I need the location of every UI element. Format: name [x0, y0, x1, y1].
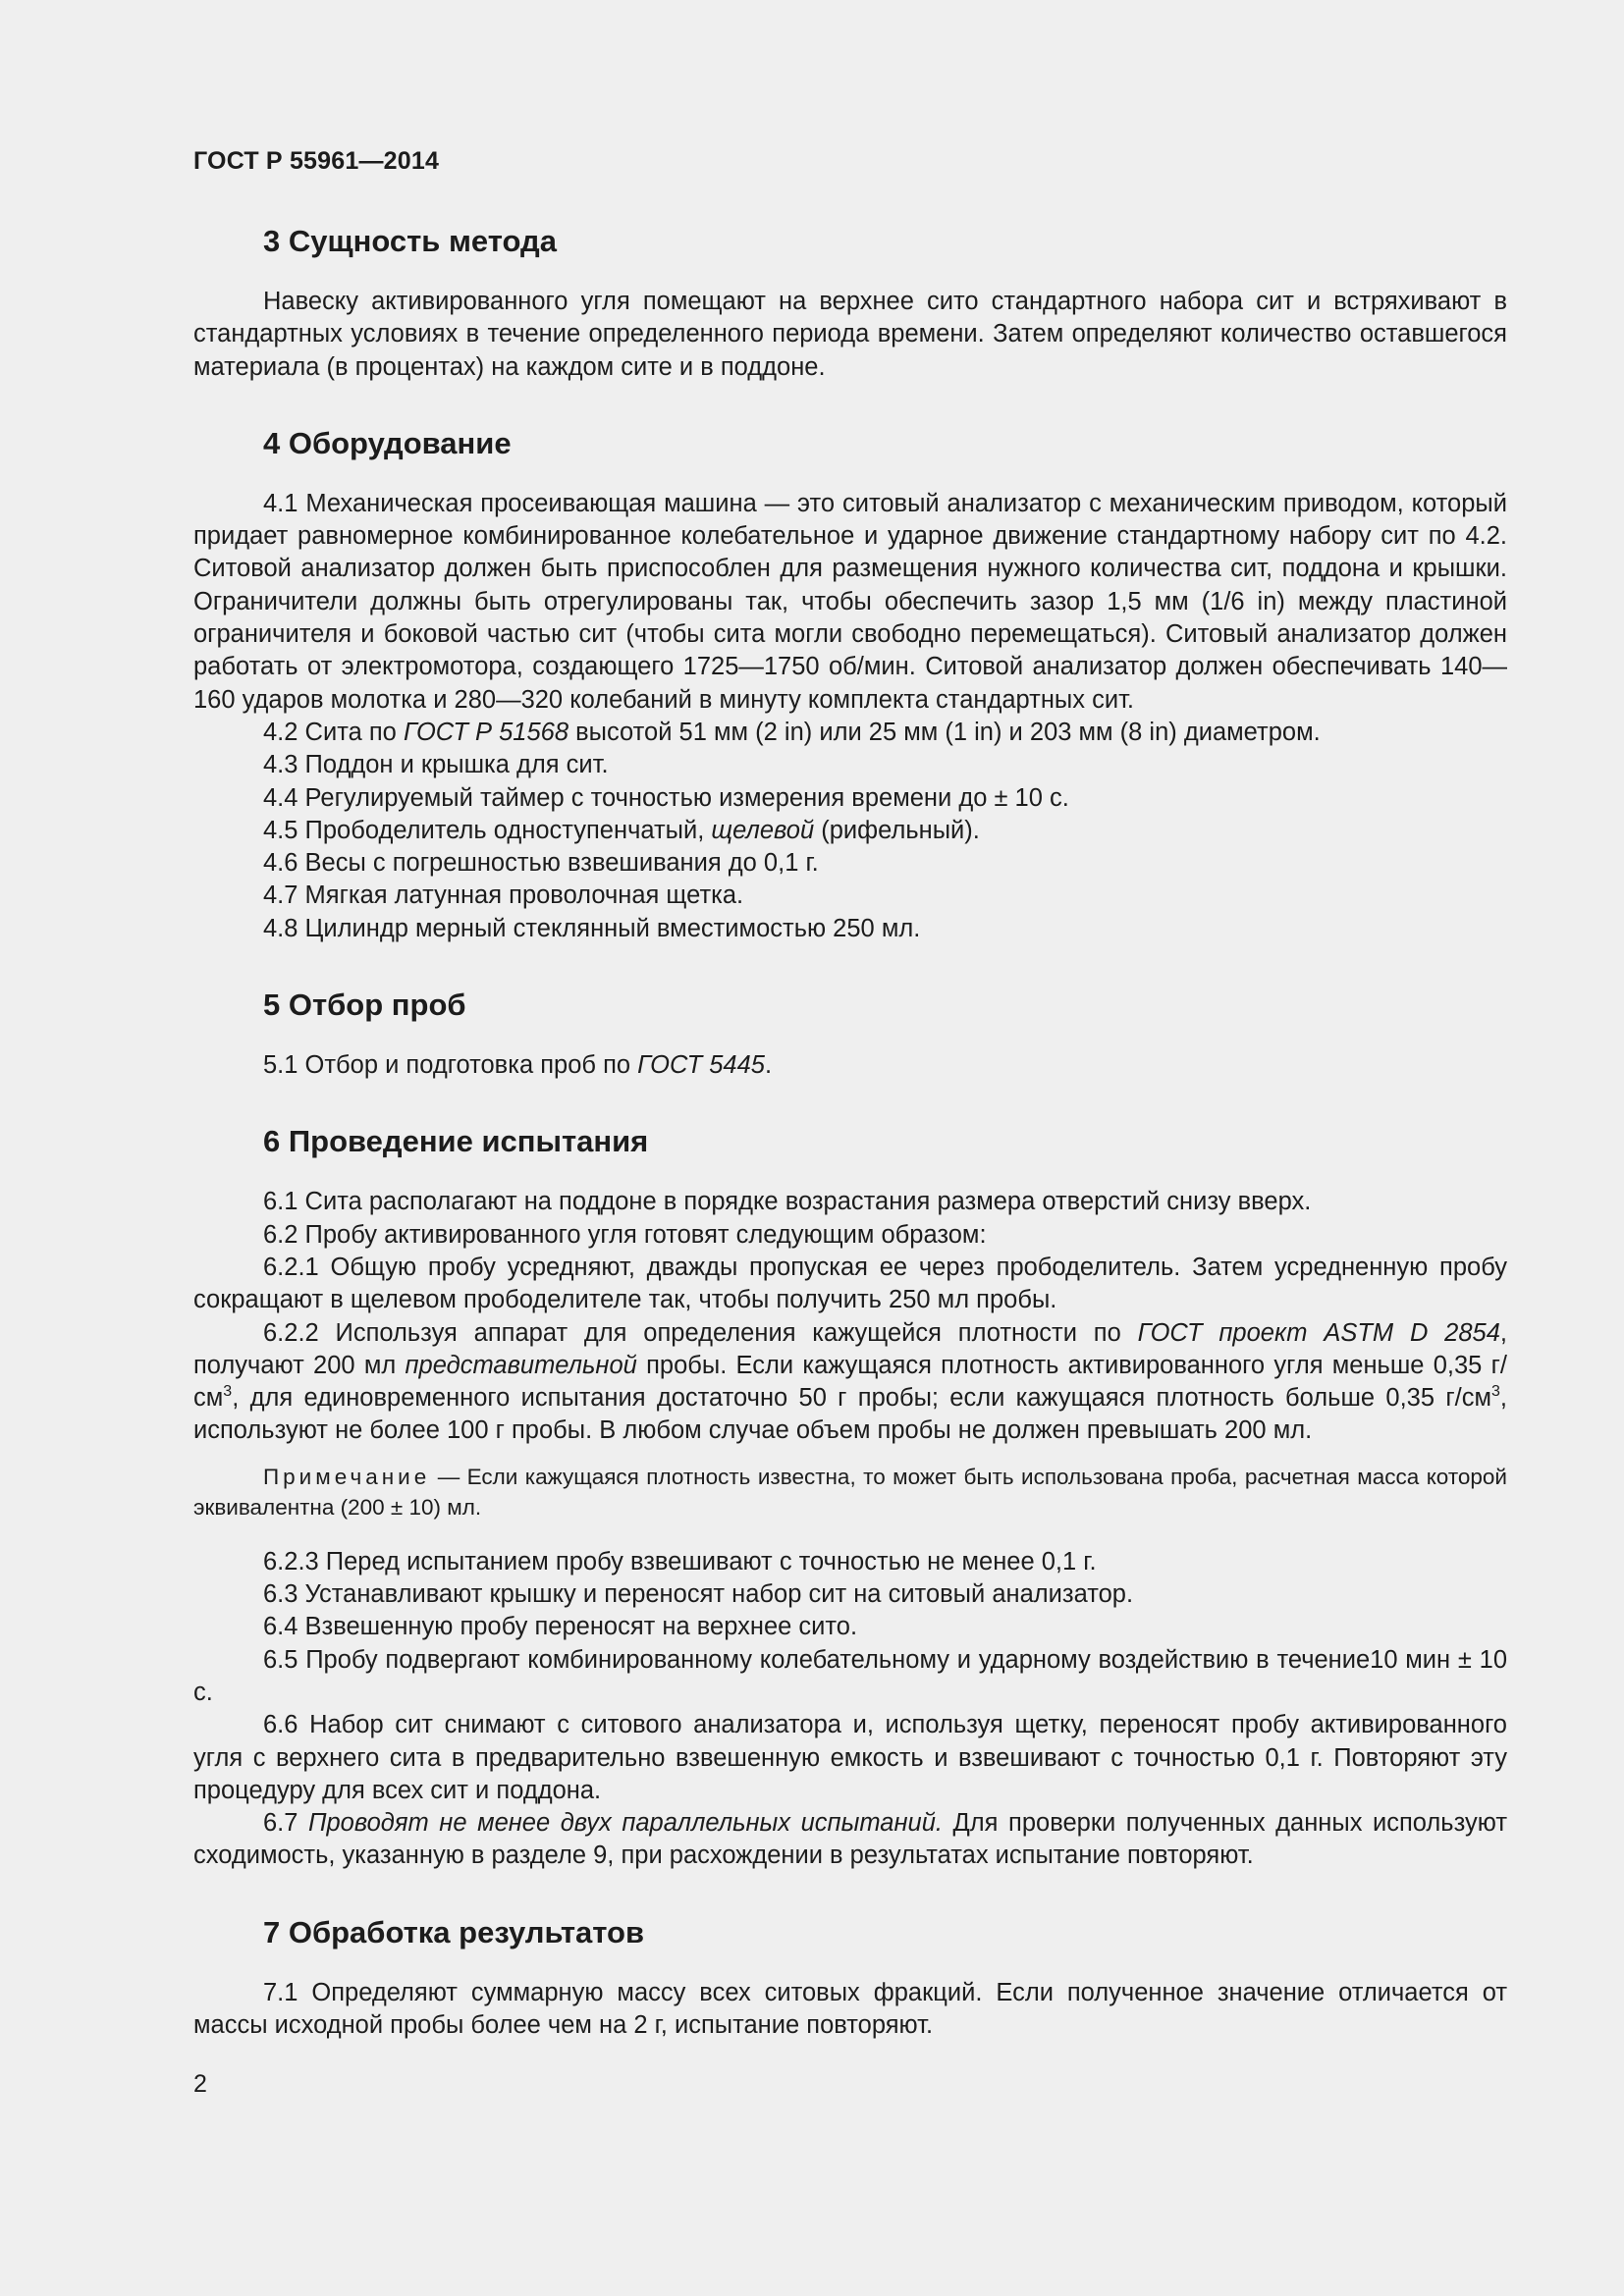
- paragraph-4-4: 4.4 Регулируемый таймер с точностью измерения времени до ± 10 с.: [263, 783, 1069, 812]
- section-3-paragraph: Навеску активированного угля помещают на верхнее сито стандартного набора сит и встряхивают в стандартных условиях в течение определенного периода времени. Затем определяют количество оставшегося материала (в процентах) на каждом сите и в поддоне.: [193, 288, 1507, 381]
- paragraph-6-5: 6.5 Пробу подвергают комбинированному колебательному и ударному воздействию в течение10 мин ± 10 с.: [193, 1645, 1507, 1706]
- paragraph-4-8: 4.8 Цилиндр мерный стеклянный вместимостью 250 мл.: [263, 914, 921, 942]
- paragraph-6-1: 6.1 Сита располагают на поддоне в порядке возрастания размера отверстий снизу вверх.: [263, 1188, 1312, 1216]
- standard-reference: ГОСТ проект ASTM D 2854: [1137, 1318, 1500, 1347]
- paragraph-6-2-2: 6.2.2 Используя аппарат для определения кажущейся плотности по ГОСТ проект ASTM D 2854, получают 200 мл представительной пробы. Если кажущаяся плотность активированного угля меньше 0,35 $г/см^3$, для единовременного испытания достаточно 50 г пробы; если кажущаяся плотность больше 0,35 $г/см^3$, используют не более 100 г пробы. В любом случае объем пробы не должен превышать 200 мл.: [193, 1318, 1507, 1445]
- emphasis-sentence: Проводят не менее двух параллельных испытаний.: [308, 1809, 943, 1838]
- paragraph-7-1: 7.1 Определяют суммарную массу всех ситовых фракций. Если полученное значение отличается от массы исходной пробы более чем на 2 г, испытание повторяют.: [193, 1978, 1507, 2039]
- note-text: — Если кажущаяся плотность известна, то может быть использована проба, расчетная масса которой эквивалентна (200 ± 10) мл.: [193, 1464, 1507, 1520]
- superscript: 3: [1491, 1383, 1500, 1401]
- paragraph-4-1: 4.1 Механическая просеивающая машина — это ситовый анализатор с механическим приводом, который придает равномерное комбинированное колебательное и ударное движение стандартному набору сит по 4.2. Ситовой анализатор должен быть приспособлен для размещения нужного количества сит, поддона и крышки. Ограничители должны быть отрегулированы так, чтобы обеспечить зазор 1,5 мм (1/6 in) между пластиной ограничителя и боковой частью сит (чтобы сита могли свободно перемещаться). Ситовый анализатор должен работать от электромотора, создающего 1725—1750 об/мин. Ситовой анализатор должен обеспечивать 140—160 ударов молотка и 280—320 колебаний в минуту комплекта стандартных сит.: [193, 489, 1507, 714]
- standard-reference: ГОСТ Р 51568: [403, 718, 569, 746]
- paragraph-4-6: 4.6 Весы с погрешностью взвешивания до 0,1 г.: [263, 849, 819, 878]
- section-6-heading: 6 Проведение испытания: [263, 1124, 649, 1159]
- section-5-heading: 5 Отбор проб: [263, 988, 466, 1023]
- document-id-header: ГОСТ Р 55961—2014: [193, 147, 440, 175]
- standard-reference: ГОСТ 5445: [637, 1051, 765, 1080]
- superscript: 3: [223, 1383, 233, 1401]
- paragraph-5-1: 5.1 Отбор и подготовка проб по ГОСТ 5445.: [263, 1051, 773, 1080]
- document-body: [193, 222, 1507, 2042]
- paragraph-4-7: 4.7 Мягкая латунная проволочная щетка.: [263, 881, 744, 910]
- page-number: 2: [193, 2070, 207, 2098]
- paragraph-6-2-1: 6.2.1 Общую пробу усредняют, дважды пропуская ее через прободелитель. Затем усредненную пробу сокращают в щелевом прободелителе так, чтобы получить 250 мл пробы.: [193, 1253, 1507, 1314]
- section-4-heading: 4 Оборудование: [263, 425, 512, 460]
- paragraph-6-2-3: 6.2.3 Перед испытанием пробу взвешивают с точностью не менее 0,1 г.: [263, 1547, 1097, 1575]
- paragraph-4-5: 4.5 Прободелитель одноступенчатый, щелевой (рифельный).: [263, 816, 980, 844]
- paragraph-6-7: 6.7 Проводят не менее двух параллельных испытаний. Для проверки полученных данных используют сходимость, указанную в разделе 9, при расхождении в результатах испытание повторяют.: [193, 1809, 1507, 1870]
- note-block: [193, 1462, 1507, 1522]
- paragraph-6-3: 6.3 Устанавливают крышку и переносят набор сит на ситовый анализатор.: [263, 1580, 1134, 1609]
- emphasis-term: щелевой: [711, 816, 815, 844]
- section-3-heading: 3 Сущность метода: [263, 224, 557, 258]
- paragraph-6-6: 6.6 Набор сит снимают с ситового анализатора и, используя щетку, переносят пробу активированного угля с верхнего сита в предварительно взвешенную емкость и взвешивают с точностью 0,1 г. Повторяют эту процедуру для всех сит и поддона.: [193, 1711, 1507, 1804]
- emphasis-term: представительной: [405, 1351, 637, 1379]
- paragraph-4-3: 4.3 Поддон и крышка для сит.: [263, 751, 609, 779]
- paragraph-4-2: 4.2 Сита по ГОСТ Р 51568 высотой 51 мм (2 in) или 25 мм (1 in) и 203 мм (8 in) диаметром.: [263, 718, 1321, 746]
- paragraph-6-2: 6.2 Пробу активированного угля готовят следующим образом:: [263, 1220, 987, 1249]
- note-label: Примечание: [263, 1464, 431, 1489]
- paragraph-6-4: 6.4 Взвешенную пробу переносят на верхнее сито.: [263, 1613, 858, 1641]
- section-7-heading: 7 Обработка результатов: [263, 1914, 645, 1949]
